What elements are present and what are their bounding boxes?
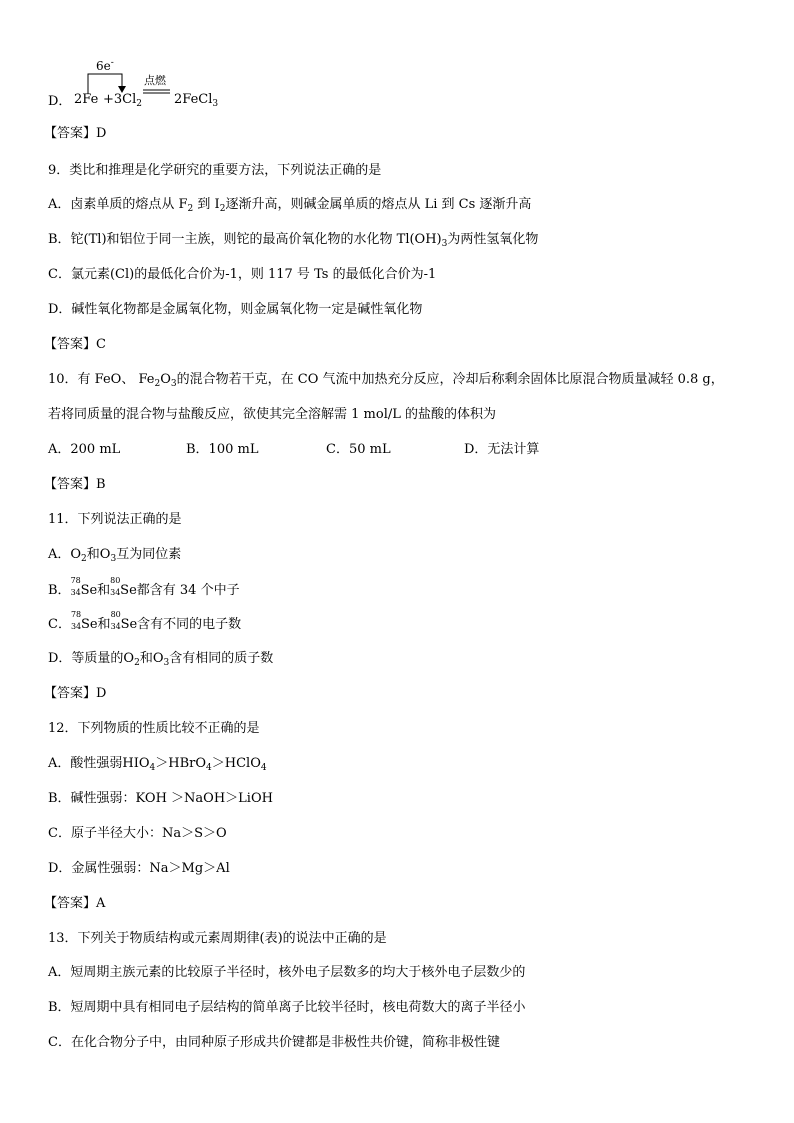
q12-option-b: B．碱性强弱：KOH ＞NaOH＞LiOH xyxy=(48,791,273,806)
isotope-se80: 80 34 xyxy=(110,576,121,597)
isotope-se80: 80 34 xyxy=(110,610,121,631)
question-12-stem: 12．下列物质的性质比较不正确的是 xyxy=(48,721,260,736)
question-11-stem: 11．下列说法正确的是 xyxy=(48,512,182,527)
q9-option-c: C．氯元素(Cl)的最低化合价为-1，则 117 号 Ts 的最低化合价为-1 xyxy=(48,267,437,282)
q13-option-b: B．短周期中具有相同电子层结构的简单离子比较半径时，核电荷数大的离子半径小 xyxy=(48,1000,526,1015)
q10-option-c: C．50 mL xyxy=(326,442,391,457)
q10-option-b: B．100 mL xyxy=(186,442,259,457)
product-fecl3: 2FeCl$_3$ xyxy=(174,92,219,109)
question-10-line-1: 10．有 FeO、 $Fe_2O_3$的混合物若干克，在 CO 气流中加热充分反应，冷却后称剩余固体比原混合物质量减轻 0.8 g， xyxy=(48,372,724,389)
question-13-stem: 13．下列关于物质结构或元素周期律(表)的说法中正确的是 xyxy=(48,931,387,946)
q13-option-c: C．在化合物分子中，由同种原子形成共价键都是非极性共价键，简称非极性键 xyxy=(48,1035,500,1050)
reactant-cl2: $+3Cl_2$ xyxy=(103,92,143,109)
q12-option-d: D．金属性强弱：Na＞Mg＞Al xyxy=(48,861,230,876)
q9-option-b: B．铊(Tl)和铝位于同一主族，则铊的最高价氧化物的水化物 $Tl(OH)_3$为两性氢氧化物 xyxy=(48,232,539,249)
q10-option-a: A．200 mL xyxy=(48,442,121,457)
q11-option-c: C． 78 34 Se和 80 34 Se含有不同的电子数 xyxy=(48,610,242,632)
answer-q9: 【答案】C xyxy=(44,337,106,352)
q11-option-a: A．$O_2$和$O_3$互为同位素 xyxy=(48,547,182,564)
reactant-fe: 2Fe xyxy=(74,92,99,107)
q10-option-d: D．无法计算 xyxy=(464,442,540,457)
q8-option-d xyxy=(48,56,248,112)
answer-q10: 【答案】B xyxy=(44,477,106,492)
q9-option-d: D．碱性氧化物都是金属氧化物，则金属氧化物一定是碱性氧化物 xyxy=(48,302,423,317)
q11-option-b: B． 78 34 Se和 80 34 Se都含有 34 个中子 xyxy=(48,576,240,598)
isotope-se78: 78 34 xyxy=(70,610,82,631)
q12-option-a: A．酸性强弱$HIO_4>HBrO_4>HClO_4$ xyxy=(48,756,267,773)
q11-option-d: D．等质量的$O_2$和$O_3$含有相同的质子数 xyxy=(48,651,274,668)
electron-count: 6e- xyxy=(96,58,114,73)
q12-option-c: C．原子半径大小：Na＞S＞O xyxy=(48,826,227,841)
answer-q8: 【答案】D xyxy=(44,126,107,141)
question-9-stem: 9．类比和推理是化学研究的重要方法，下列说法正确的是 xyxy=(48,163,382,178)
q13-option-a: A．短周期主族元素的比较原子半径时，核外电子层数多的均大于核外电子层数少的 xyxy=(48,965,526,980)
answer-q11: 【答案】D xyxy=(44,686,107,701)
question-10-line-2: 若将同质量的混合物与盐酸反应，欲使其完全溶解需 1 mol/L 的盐酸的体积为 xyxy=(48,407,496,422)
isotope-se78: 78 34 xyxy=(70,576,81,597)
reaction-condition: 点燃 xyxy=(144,74,166,87)
q9-option-a: A．卤素单质的熔点从 $F_2$ 到 $I_2$逐渐升高，则碱金属单质的熔点从 Li 到 Cs 逐渐升高 xyxy=(48,197,532,214)
answer-q12: 【答案】A xyxy=(44,896,106,911)
option-label: D． xyxy=(48,94,72,109)
